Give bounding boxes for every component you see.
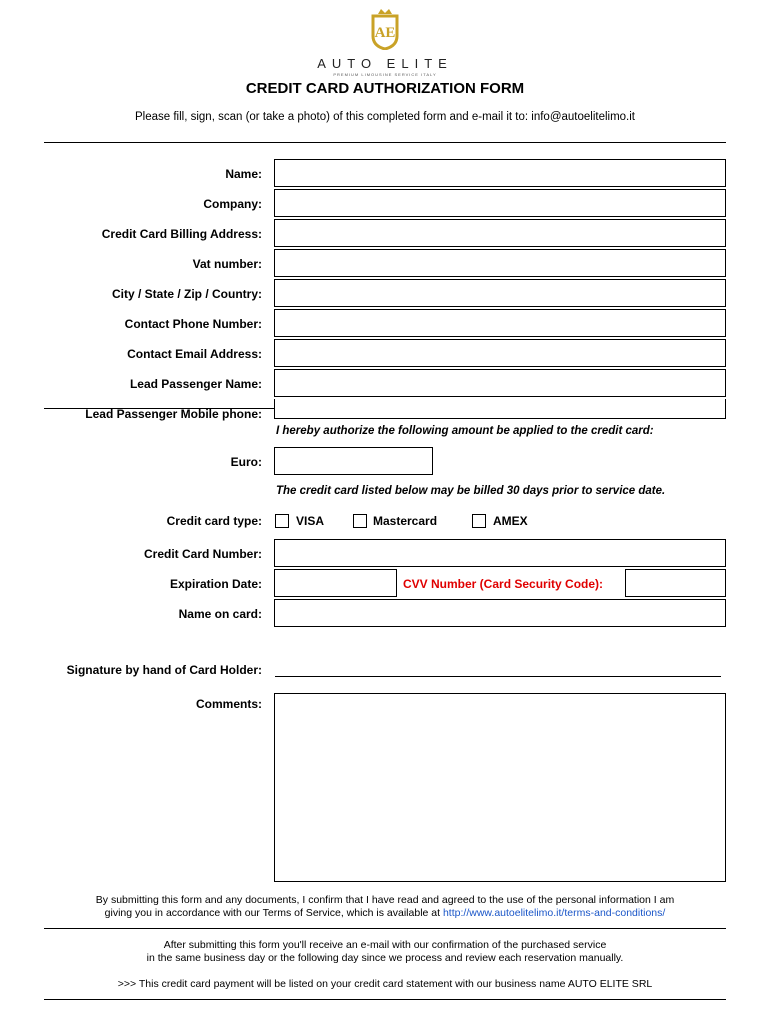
after-submit-text (0, 939, 770, 965)
city-field[interactable] (274, 279, 726, 307)
logo (0, 6, 770, 77)
vat-label: Vat number: (192, 257, 262, 271)
signature-line[interactable] (275, 676, 721, 677)
name-label: Name: (225, 167, 262, 181)
after-line-2: in the same business day or the following day since we process and review each reservation manually. (146, 952, 624, 964)
amex-checkbox[interactable] (472, 514, 486, 528)
comments-label: Comments: (195, 697, 262, 711)
top-divider (44, 142, 726, 143)
section-divider (44, 408, 274, 409)
visa-checkbox[interactable] (275, 514, 289, 528)
consent-line-2-prefix: giving you in accordance with our Terms of Service, which is available at (104, 907, 443, 919)
email-label: Contact Email Address: (127, 347, 262, 361)
phone-field[interactable] (274, 309, 726, 337)
signature-label: Signature by hand of Card Holder: (66, 663, 262, 677)
name-on-card-field[interactable] (274, 599, 726, 627)
terms-link[interactable]: http://www.autoelitelimo.it/terms-and-conditions/ (442, 907, 666, 919)
form-title: CREDIT CARD AUTHORIZATION FORM (245, 80, 525, 97)
consent-line-1: By submitting this form and any documents, I confirm that I have read and agreed to the use of the personal information I am (95, 894, 675, 906)
after-line-1: After submitting this form you'll receive an e-mail with our confirmation of the purchased service (163, 939, 607, 951)
email-field[interactable] (274, 339, 726, 367)
city-label: City / State / Zip / Country: (111, 287, 262, 301)
euro-amount-field[interactable] (274, 447, 433, 475)
consent-text (0, 894, 770, 920)
phone-label: Contact Phone Number: (124, 317, 262, 331)
card-type-label: Credit card type: (166, 514, 262, 528)
logo-monogram: AE (374, 25, 396, 41)
billing-note: The credit card listed below may be billed 30 days prior to service date. (276, 485, 666, 497)
expiration-label: Expiration Date: (169, 577, 262, 591)
brand-name: AUTO ELITE (317, 56, 453, 71)
expiration-field[interactable] (274, 569, 397, 597)
company-label: Company: (203, 197, 262, 211)
lead-mobile-field[interactable] (274, 399, 726, 419)
billing-address-label: Credit Card Billing Address: (101, 227, 262, 241)
comments-field[interactable] (274, 693, 726, 882)
brand-tagline: PREMIUM LIMOUSINE SERVICE ITALY (333, 72, 437, 77)
consent-line-2 (0, 907, 770, 920)
statement-text: >>> This credit card payment will be listed on your credit card statement with our business name AUTO ELITE SRL (117, 978, 653, 990)
lead-mobile-label: Lead Passenger Mobile phone: (85, 407, 262, 421)
lead-name-field[interactable] (274, 369, 726, 397)
name-on-card-label: Name on card: (178, 607, 262, 621)
cvv-label: CVV Number (Card Security Code): (403, 577, 604, 591)
crown-shield-icon (370, 6, 400, 50)
billing-address-field[interactable] (274, 219, 726, 247)
euro-label: Euro: (230, 455, 262, 469)
lead-name-label: Lead Passenger Name: (129, 377, 262, 391)
footer-divider-1 (44, 928, 726, 929)
vat-field[interactable] (274, 249, 726, 277)
mastercard-checkbox[interactable] (353, 514, 367, 528)
name-field[interactable] (274, 159, 726, 187)
company-field[interactable] (274, 189, 726, 217)
amex-label: AMEX (493, 514, 528, 528)
form-intro: Please fill, sign, scan (or take a photo) of this completed form and e-mail it to: info@autoelitelimo.it (134, 111, 636, 123)
authorize-note: I hereby authorize the following amount be applied to the credit card: (276, 425, 654, 437)
cvv-field[interactable] (625, 569, 726, 597)
card-number-label: Credit Card Number: (143, 547, 262, 561)
card-number-field[interactable] (274, 539, 726, 567)
visa-label: VISA (296, 514, 325, 528)
mastercard-label: Mastercard (373, 514, 438, 528)
footer-divider-2 (44, 999, 726, 1000)
